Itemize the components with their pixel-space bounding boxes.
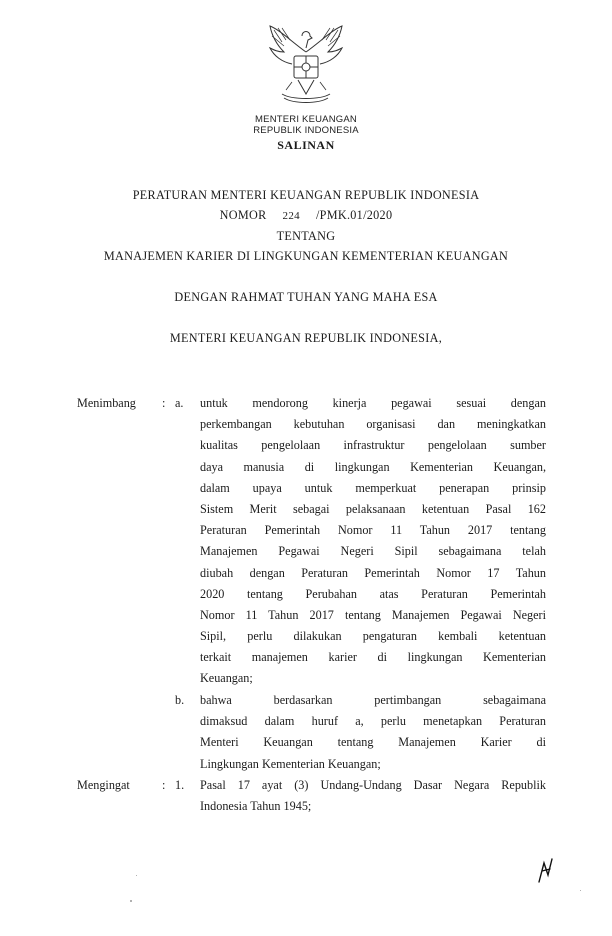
text-line: untuk mendorong kinerja pegawai sesuai dengan (200, 396, 546, 410)
copy-label: SALINAN (277, 138, 335, 152)
text-line: Lingkungan Kementerian Keuangan; (200, 756, 381, 771)
text-line: diubah dengan Peraturan Pemerintah Nomor 17 Tahun (200, 565, 546, 580)
ministry-name-line2: REPUBLIK INDONESIA (253, 125, 359, 136)
text-line: Keuangan; (200, 671, 253, 686)
tentang-label: TENTANG (276, 229, 336, 243)
text-line: Manajemen Pegawai Negeri Sipil sebagaimana telah (200, 544, 546, 559)
text-line: dimaksud dalam huruf a, perlu menetapkan Peraturan (200, 714, 546, 729)
issuer: MENTERI KEUANGAN REPUBLIK INDONESIA, (169, 331, 443, 345)
text-line: Nomor 11 Tahun 2017 tentang Manajemen Pegawai Negeri (200, 607, 546, 622)
text-line: daya manusia di lingkungan Kementerian Keuangan, (200, 459, 546, 474)
item-marker-a: a. (175, 396, 184, 410)
mengingat-colon: : (162, 778, 166, 792)
text-line: Sipil, perlu dilakukan pengaturan kembali ketentuan (200, 629, 546, 644)
scan-speck (580, 890, 581, 891)
regulation-subject: MANAJEMEN KARIER DI LINGKUNGAN KEMENTERIAN KEUANGAN (103, 249, 509, 263)
text-line: terkait manajemen karier di lingkungan Kementerian (200, 650, 546, 665)
item-marker-1: 1. (175, 778, 185, 792)
mengingat-label: Mengingat (77, 778, 130, 792)
nomor-number: 224 (282, 210, 300, 222)
menimbang-colon: : (162, 396, 166, 410)
nomor-label: NOMOR (219, 208, 267, 222)
item-marker-b: b. (175, 693, 185, 707)
garuda-emblem-icon (262, 22, 350, 108)
mengingat-item-1 (200, 775, 546, 817)
menimbang-item-b (200, 690, 546, 775)
text-line: 2020 tentang Perubahan atas Peraturan Pemerintah (200, 586, 546, 601)
ministry-name-line1: MENTERI KEUANGAN (255, 114, 357, 125)
regulation-number (0, 208, 612, 223)
signature-initial-icon (536, 855, 558, 885)
text-line: perkembangan kebutuhan organisasi dan meningkatkan (200, 417, 546, 432)
menimbang-item-a (200, 393, 546, 690)
menimbang-label: Menimbang (77, 396, 136, 410)
text-line: Menteri Keuangan tentang Manajemen Karier di (200, 735, 546, 750)
invocation: DENGAN RAHMAT TUHAN YANG MAHA ESA (174, 290, 438, 304)
text-line: Sistem Merit sebagai pelaksanaan ketentuan Pasal 162 (200, 501, 546, 516)
text-line: Indonesia Tahun 1945; (200, 799, 312, 814)
text-line: Peraturan Pemerintah Nomor 11 Tahun 2017 tentang (200, 523, 546, 538)
scan-speck (136, 875, 137, 876)
text-line: dalam upaya untuk memperkuat penerapan prinsip (200, 480, 546, 495)
text-line: Pasal 17 ayat (3) Undang-Undang Dasar Negara Republik (200, 778, 546, 792)
nomor-suffix: /PMK.01/2020 (315, 208, 393, 222)
text-line: bahwa berdasarkan pertimbangan sebagaimana (200, 693, 546, 707)
regulation-title: PERATURAN MENTERI KEUANGAN REPUBLIK INDONESIA (132, 188, 480, 202)
scan-speck (130, 900, 132, 902)
text-line: kualitas pengelolaan infrastruktur pengelolaan sumber (200, 438, 546, 453)
